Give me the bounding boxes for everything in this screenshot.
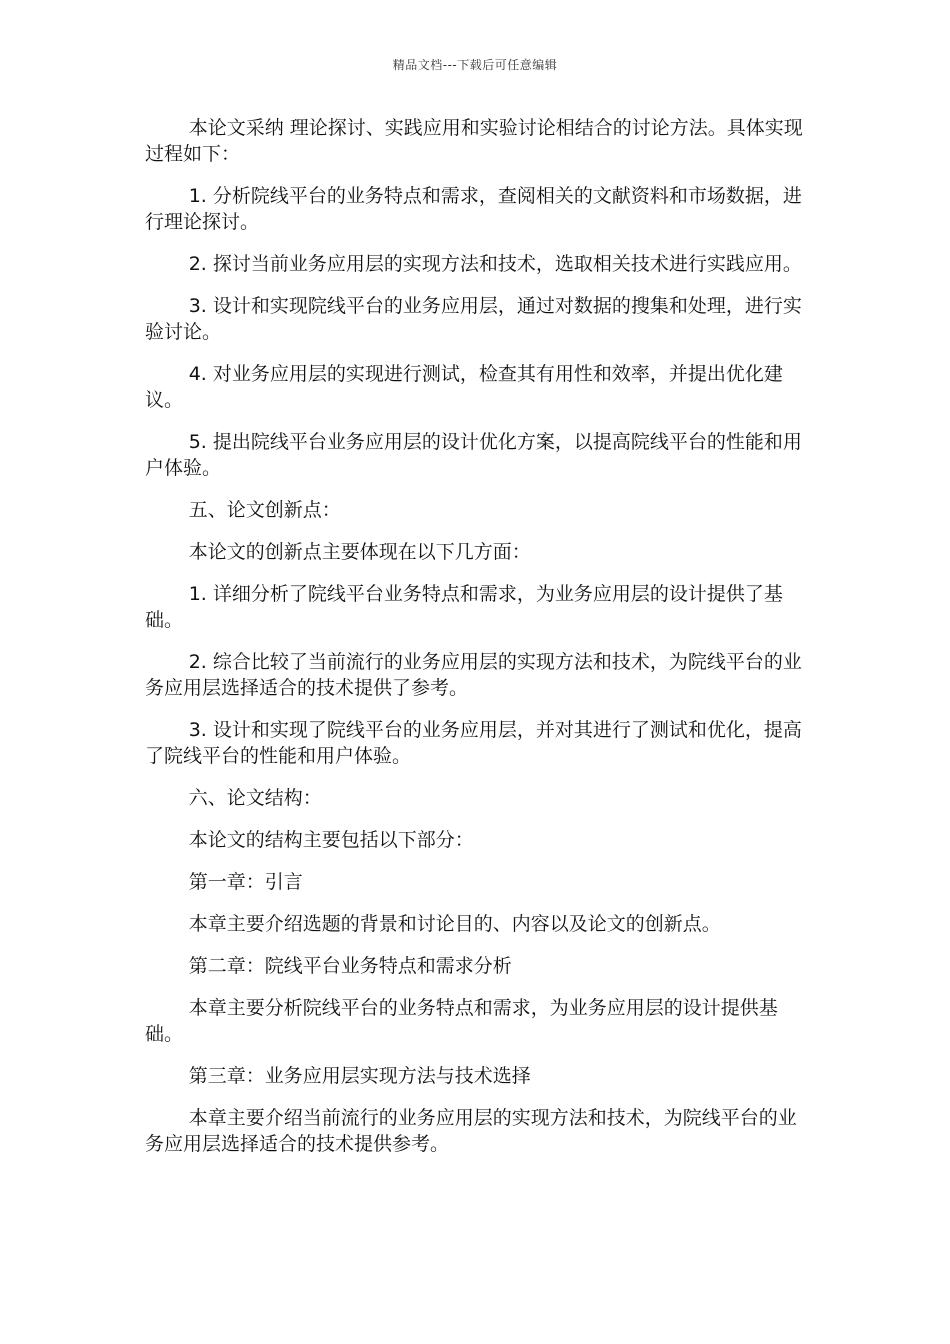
paragraph-innovation-3: 3. 设计和实现了院线平台的业务应用层，并对其进行了测试和优化，提高了院线平台的性能和用户体验。 bbox=[145, 719, 802, 767]
chapter-summary-3: 本章主要介绍当前流行的业务应用层的实现方法和技术，为院线平台的业务应用层选择适合的技术提供参考。 bbox=[145, 1107, 797, 1155]
paragraph-methodology-intro: 本论文采纳 理论探讨、实践应用和实验讨论相结合的讨论方法。具体实现过程如下： bbox=[145, 117, 803, 165]
paragraph-structure-intro: 本论文的结构主要包括以下部分： bbox=[188, 829, 474, 851]
paragraph-method-step-4: 4. 对业务应用层的实现进行测试，检查其有用性和效率，并提出优化建议。 bbox=[145, 363, 783, 411]
paragraph-innovation-intro: 本论文的创新点主要体现在以下几方面： bbox=[188, 541, 531, 563]
paragraph-method-step-5: 5. 提出院线平台业务应用层的设计优化方案，以提高院线平台的性能和用户体验。 bbox=[145, 431, 802, 479]
chapter-summary-2: 本章主要分析院线平台的业务特点和需求，为业务应用层的设计提供基础。 bbox=[145, 997, 778, 1045]
paragraph-method-step-2: 2. 探讨当前业务应用层的实现方法和技术，选取相关技术进行实践应用。 bbox=[188, 253, 802, 275]
paragraph-innovation-2: 2. 综合比较了当前流行的业务应用层的实现方法和技术，为院线平台的业务应用层选择适合的技术提供了参考。 bbox=[145, 651, 802, 699]
paragraph-method-step-1: 1. 分析院线平台的业务特点和需求，查阅相关的文献资料和市场数据，进行理论探讨。 bbox=[145, 185, 802, 233]
paragraph-method-step-3: 3. 设计和实现院线平台的业务应用层，通过对数据的搜集和处理，进行实验讨论。 bbox=[145, 295, 802, 343]
chapter-title-1: 第一章：引言 bbox=[188, 871, 303, 893]
section-heading-structure: 六、论文结构： bbox=[188, 787, 322, 809]
chapter-title-3: 第三章：业务应用层实现方法与技术选择 bbox=[188, 1065, 531, 1087]
page-header: 精品文档---下载后可任意编辑 bbox=[392, 58, 558, 72]
document-body bbox=[145, 115, 807, 1173]
paragraph-innovation-1: 1. 详细分析了院线平台业务特点和需求，为业务应用层的设计提供了基础。 bbox=[145, 583, 783, 631]
chapter-title-2: 第二章：院线平台业务特点和需求分析 bbox=[188, 955, 512, 977]
section-heading-innovation: 五、论文创新点： bbox=[188, 499, 341, 521]
chapter-summary-1: 本章主要介绍选题的背景和讨论目的、内容以及论文的创新点。 bbox=[188, 913, 721, 935]
